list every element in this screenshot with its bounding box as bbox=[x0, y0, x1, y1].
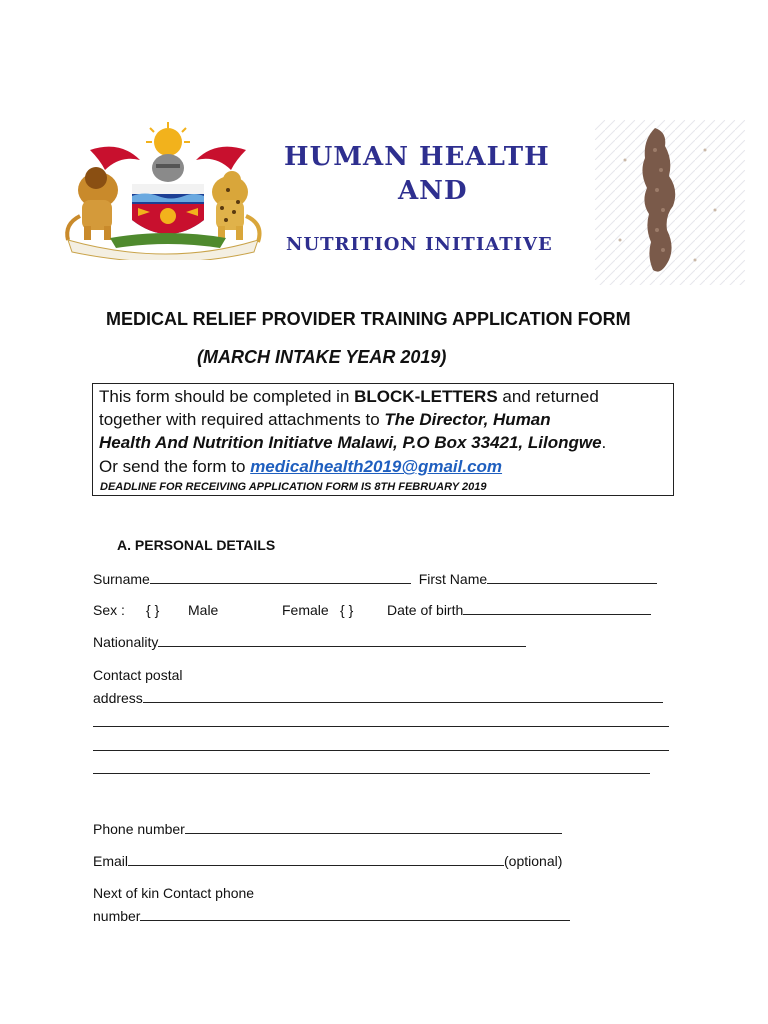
nationality-label: Nationality bbox=[93, 634, 159, 650]
address-row bbox=[93, 690, 663, 706]
male-checkbox[interactable]: { } bbox=[146, 602, 160, 618]
female-label: Female bbox=[282, 602, 329, 618]
optional-note: (optional) bbox=[504, 853, 563, 869]
email-row bbox=[93, 853, 562, 869]
next-of-kin-number-label: number bbox=[93, 908, 141, 924]
next-of-kin-label: Next of kin Contact phone bbox=[93, 885, 255, 901]
female-checkbox[interactable]: { } bbox=[340, 602, 354, 618]
contact-postal-label: Contact postal bbox=[93, 667, 183, 683]
dob-row bbox=[387, 602, 651, 618]
dob-field[interactable] bbox=[463, 602, 651, 615]
instructions-line-1: This form should be completed in BLOCK-LETTERS and returned bbox=[99, 387, 599, 406]
next-of-kin-row bbox=[93, 908, 570, 924]
deadline-notice: DEADLINE FOR RECEIVING APPLICATION FORM IS 8TH FEBRUARY 2019 bbox=[100, 481, 487, 493]
surname-label: Surname bbox=[93, 571, 150, 587]
malawi-map-image bbox=[595, 120, 745, 285]
surname-row bbox=[93, 571, 657, 587]
address-field-line-2[interactable] bbox=[93, 726, 669, 727]
surname-field[interactable] bbox=[150, 571, 411, 584]
first-name-field[interactable] bbox=[487, 571, 657, 584]
instructions-line-4: Or send the form to medicalhealth2019@gmail.com bbox=[99, 457, 503, 476]
nationality-field[interactable] bbox=[158, 634, 526, 647]
male-label: Male bbox=[188, 602, 219, 618]
first-name-label: First Name bbox=[418, 571, 488, 587]
malawi-coat-of-arms-image bbox=[50, 120, 275, 260]
email-label: Email bbox=[93, 853, 129, 869]
instructions-line-2: together with required attachments to The Director, Human bbox=[99, 410, 551, 429]
address-field-line-4[interactable] bbox=[93, 773, 650, 774]
phone-field[interactable] bbox=[185, 821, 562, 834]
next-of-kin-phone-field[interactable] bbox=[140, 908, 570, 921]
nationality-row bbox=[93, 634, 526, 650]
email-link[interactable]: medicalhealth2019@gmail.com bbox=[250, 457, 503, 476]
dob-label: Date of birth bbox=[387, 602, 464, 618]
phone-row bbox=[93, 821, 562, 837]
address-label: address bbox=[93, 690, 143, 706]
address-field-line-3[interactable] bbox=[93, 750, 669, 751]
address-field-line-1[interactable] bbox=[143, 690, 663, 703]
org-title-line1: HUMAN HEALTH bbox=[284, 142, 550, 172]
form-title: MEDICAL RELIEF PROVIDER TRAINING APPLICATION FORM bbox=[106, 309, 631, 329]
phone-label: Phone number bbox=[93, 821, 185, 837]
email-field[interactable] bbox=[128, 853, 504, 866]
org-title-line2: AND bbox=[398, 176, 468, 206]
sex-label: Sex : bbox=[93, 602, 125, 618]
intake-subtitle: (MARCH INTAKE YEAR 2019) bbox=[197, 347, 447, 367]
org-title-line3: NUTRITION INITIATIVE bbox=[286, 234, 553, 255]
instructions-line-3: Health And Nutrition Initiatve Malawi, P.O Box 33421, Lilongwe. bbox=[99, 433, 607, 452]
section-personal-details: A. PERSONAL DETAILS bbox=[117, 537, 276, 553]
